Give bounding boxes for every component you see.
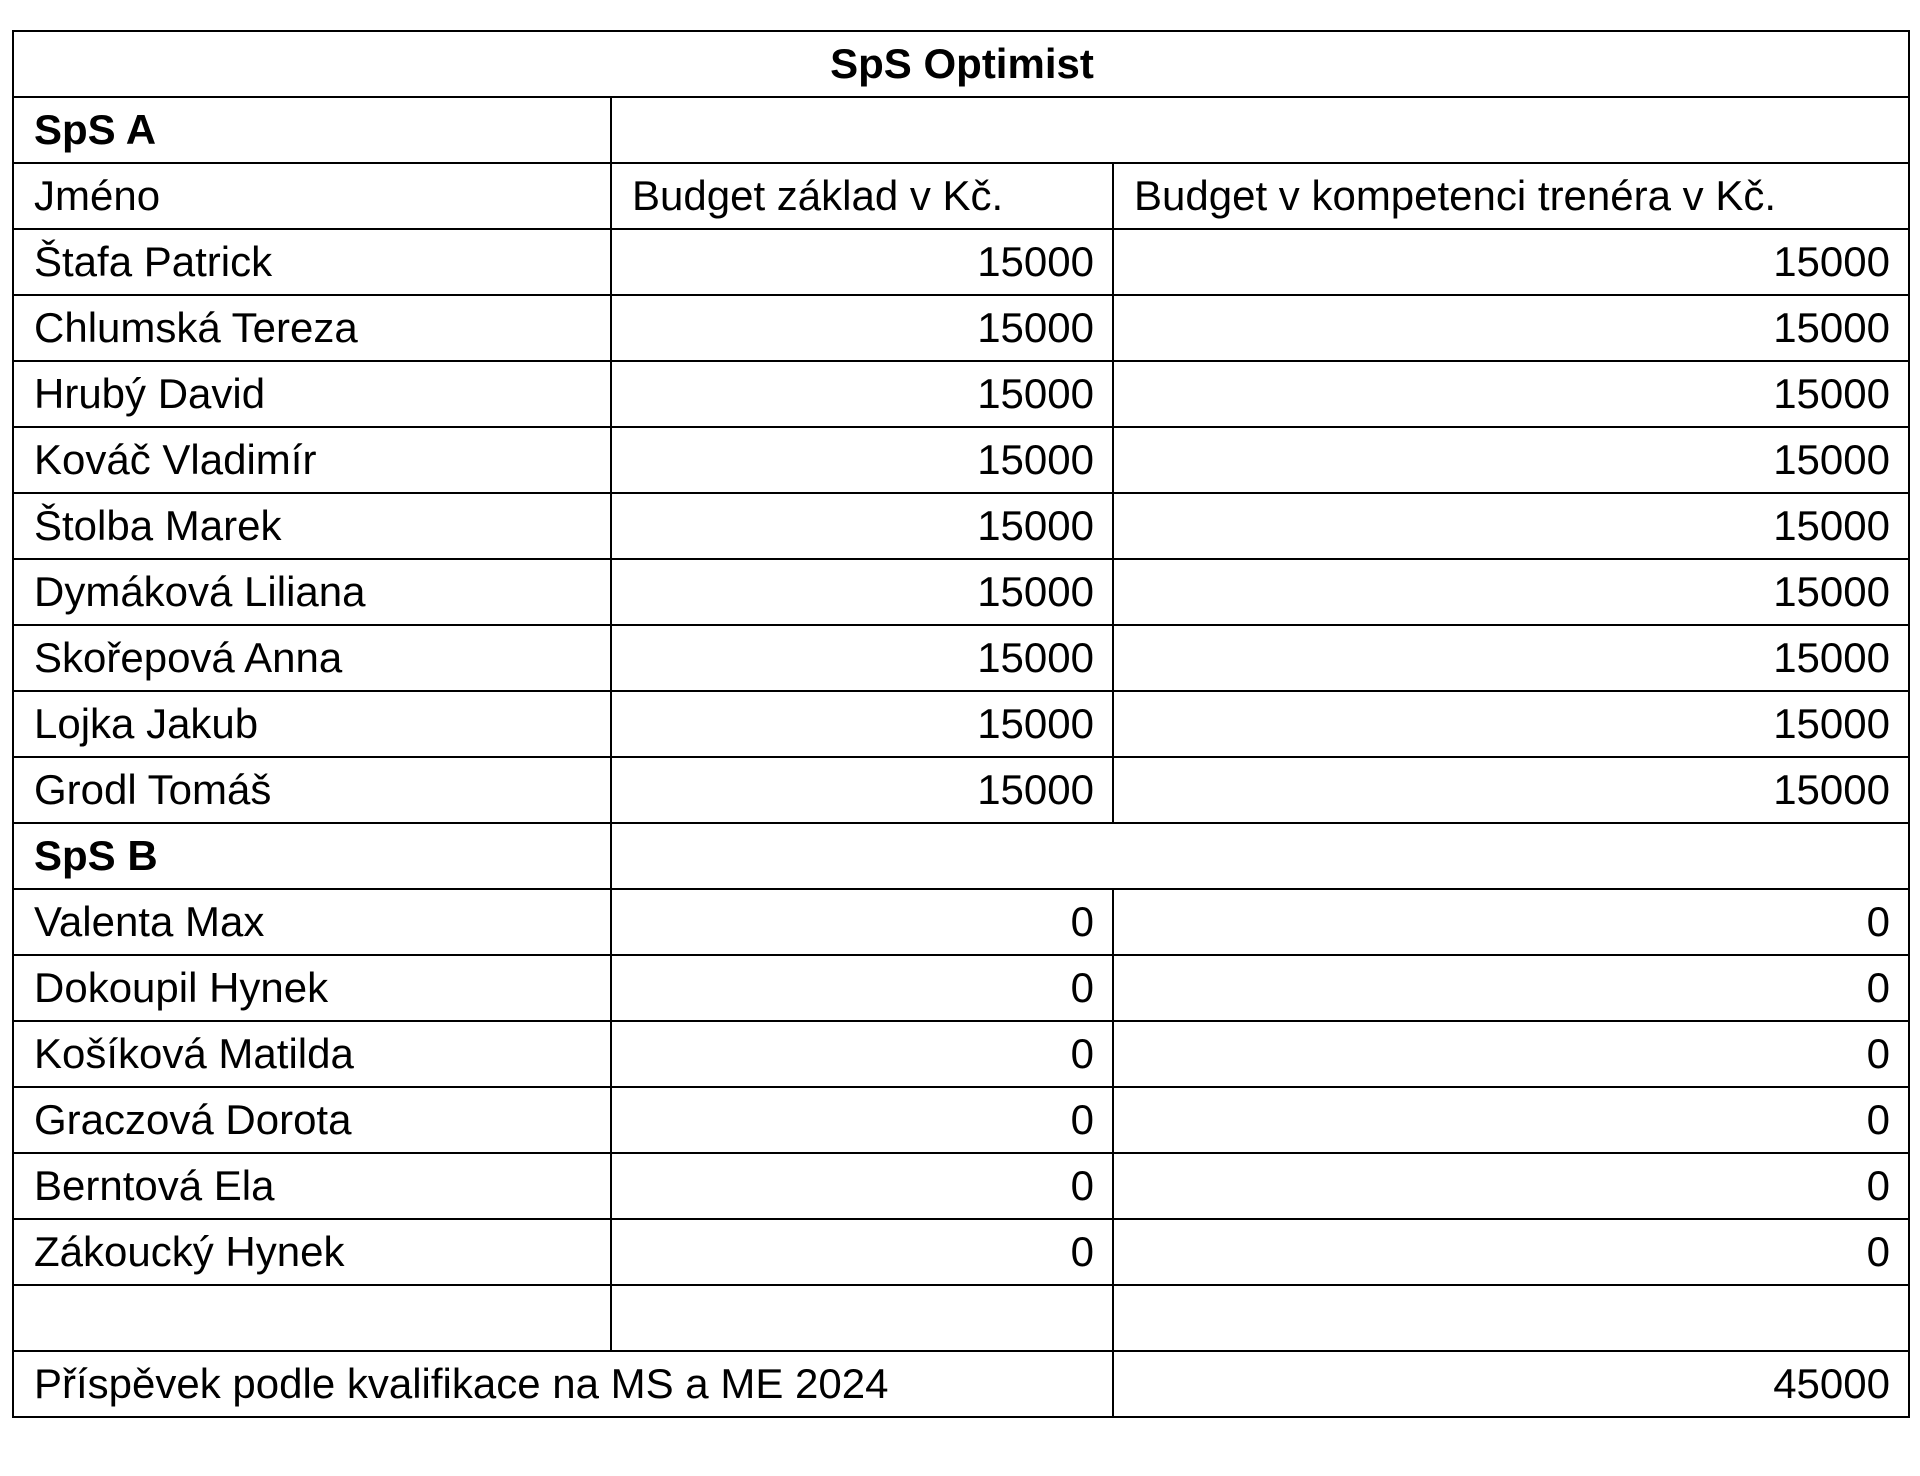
footer-label: Příspěvek podle kvalifikace na MS a ME 2024 <box>13 1351 1113 1417</box>
budget-table <box>12 30 1910 1418</box>
row-name: Skořepová Anna <box>13 625 611 691</box>
group-label-b: SpS B <box>13 823 611 889</box>
row-budget-base: 0 <box>611 1087 1113 1153</box>
row-budget-base: 15000 <box>611 757 1113 823</box>
blank-row <box>13 1285 1909 1351</box>
row-budget-coach: 15000 <box>1113 493 1909 559</box>
group-row-a <box>13 97 1909 163</box>
empty-cell <box>13 1285 611 1351</box>
table-row <box>13 361 1909 427</box>
row-budget-base: 0 <box>611 889 1113 955</box>
row-name: Chlumská Tereza <box>13 295 611 361</box>
row-name: Štafa Patrick <box>13 229 611 295</box>
table-row <box>13 1087 1909 1153</box>
table-row <box>13 757 1909 823</box>
row-budget-base: 0 <box>611 955 1113 1021</box>
row-budget-coach: 0 <box>1113 1021 1909 1087</box>
row-name: Valenta Max <box>13 889 611 955</box>
title-row <box>13 31 1909 97</box>
row-budget-base: 15000 <box>611 691 1113 757</box>
row-name: Dokoupil Hynek <box>13 955 611 1021</box>
header-name: Jméno <box>13 163 611 229</box>
row-budget-coach: 0 <box>1113 1153 1909 1219</box>
row-budget-coach: 15000 <box>1113 427 1909 493</box>
row-budget-coach: 0 <box>1113 1219 1909 1285</box>
table-row <box>13 691 1909 757</box>
row-budget-coach: 0 <box>1113 955 1909 1021</box>
header-budget-coach: Budget v kompetenci trenéra v Kč. <box>1113 163 1909 229</box>
group-row-b <box>13 823 1909 889</box>
table-row <box>13 889 1909 955</box>
header-row <box>13 163 1909 229</box>
row-name: Lojka Jakub <box>13 691 611 757</box>
table-row <box>13 1021 1909 1087</box>
footer-row <box>13 1351 1909 1417</box>
row-budget-coach: 0 <box>1113 889 1909 955</box>
table-title: SpS Optimist <box>13 31 1909 97</box>
group-label-a: SpS A <box>13 97 611 163</box>
row-budget-coach: 15000 <box>1113 625 1909 691</box>
row-name: Berntová Ela <box>13 1153 611 1219</box>
row-budget-base: 15000 <box>611 559 1113 625</box>
table-row <box>13 1219 1909 1285</box>
row-budget-base: 0 <box>611 1021 1113 1087</box>
row-budget-coach: 15000 <box>1113 691 1909 757</box>
row-budget-coach: 0 <box>1113 1087 1909 1153</box>
row-budget-base: 15000 <box>611 229 1113 295</box>
row-budget-base: 15000 <box>611 295 1113 361</box>
table-row <box>13 955 1909 1021</box>
row-budget-coach: 15000 <box>1113 757 1909 823</box>
row-budget-base: 15000 <box>611 361 1113 427</box>
row-budget-base: 0 <box>611 1219 1113 1285</box>
footer-value: 45000 <box>1113 1351 1909 1417</box>
table-row <box>13 295 1909 361</box>
row-budget-coach: 15000 <box>1113 229 1909 295</box>
row-budget-base: 0 <box>611 1153 1113 1219</box>
row-name: Košíková Matilda <box>13 1021 611 1087</box>
table-row <box>13 493 1909 559</box>
row-budget-coach: 15000 <box>1113 559 1909 625</box>
row-budget-coach: 15000 <box>1113 295 1909 361</box>
table-row <box>13 559 1909 625</box>
empty-cell <box>611 97 1909 163</box>
row-name: Zákoucký Hynek <box>13 1219 611 1285</box>
row-name: Grodl Tomáš <box>13 757 611 823</box>
empty-cell <box>611 1285 1113 1351</box>
row-name: Graczová Dorota <box>13 1087 611 1153</box>
row-budget-base: 15000 <box>611 625 1113 691</box>
row-name: Hrubý David <box>13 361 611 427</box>
row-budget-coach: 15000 <box>1113 361 1909 427</box>
table-row <box>13 427 1909 493</box>
empty-cell <box>611 823 1909 889</box>
row-name: Štolba Marek <box>13 493 611 559</box>
row-name: Dymáková Liliana <box>13 559 611 625</box>
row-budget-base: 15000 <box>611 427 1113 493</box>
table-row <box>13 229 1909 295</box>
header-budget-base: Budget základ v Kč. <box>611 163 1113 229</box>
empty-cell <box>1113 1285 1909 1351</box>
row-budget-base: 15000 <box>611 493 1113 559</box>
row-name: Kováč Vladimír <box>13 427 611 493</box>
table-row <box>13 625 1909 691</box>
table-row <box>13 1153 1909 1219</box>
